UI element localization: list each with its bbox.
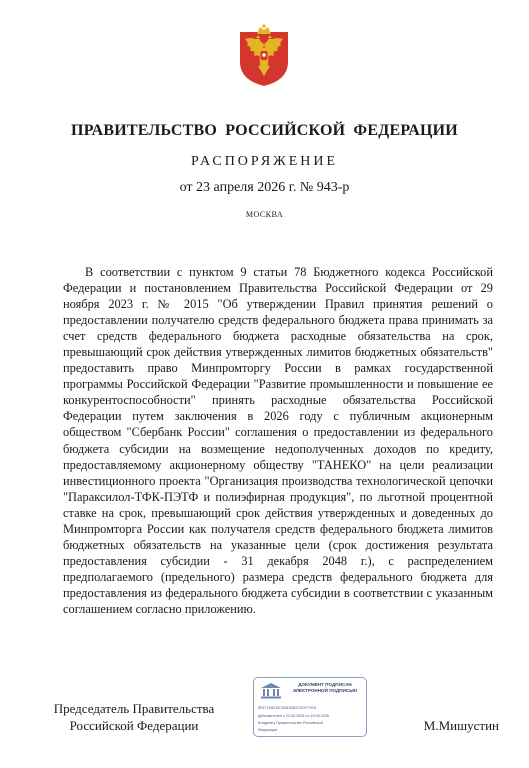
stamp-title bbox=[286, 682, 364, 694]
government-title: ПРАВИТЕЛЬСТВО РОССИЙСКОЙ ФЕДЕРАЦИИ bbox=[71, 122, 458, 139]
signer-name: М.Мишустин bbox=[423, 718, 499, 733]
stamp-validity: Действителен с 22.05.2025 по 15.08.2026 bbox=[258, 714, 329, 718]
signer-position-line1: Председатель Правительства bbox=[53, 701, 215, 716]
stamp-certificate: 5F67749D15C6081B8472D2F7915 bbox=[258, 706, 317, 710]
signer-position bbox=[44, 700, 224, 734]
document-type: РАСПОРЯЖЕНИЕ bbox=[190, 154, 339, 169]
stamp-title-line2: ЭЛЕКТРОННОЙ ПОДПИСЬЮ bbox=[292, 688, 358, 693]
document-date-number: от 23 апреля 2026 г. № 943-р bbox=[179, 180, 350, 195]
document-city: МОСКВА bbox=[245, 210, 284, 219]
order-text: В соответствии с пунктом 9 статьи 78 Бюджетного кодекса Российской Федерации и постановлением Правительства Российской Федерации от 29 ноября 2023 г. № 2015 "Об утверждении Правил принятия решений о предоставлении получателю средств федерального бюджета права принимать за счет средств федерального бюджета расходные обязательства на срок, превышающий срок действия утвержденных лимитов бюджетных обязательств" предоставить право Минпромторгу России в рамках государственной программы Российской Федерации "Развитие промышленности и повышение ее конкурентоспособности" принять расходные обязательства Российской Федерации путем заключения в 2026 году с публичным акционерным обществом "Сбербанк России" соглашения о предоставлении из федерального бюджета субсидии на возмещение недополученных доходов по кредиту, предоставляемому акционерному обществу "ТАНЕКО" на цели реализации инвестиционного проекта "Организация производства технологической цепочки "Параксилол-ТФК-ПЭТФ и полиэфирная продукция", по льготной процентной ставке на срок, превышающий срок действия утвержденных и доведенных до Минпромторга России как получателя средств федерального бюджета лимитов бюджетных обязательств на указанные цели (срок достижения результата предоставления субсидии - 31 декабря 2048 г.), с распределением предполагаемого (предельного) размера средств федерального бюджета для предоставления из федерального бюджета субсидии в соответствии с указанным соглашением согласно приложению. bbox=[63, 265, 493, 616]
stamp-title-line1: ДОКУМЕНТ ПОДПИСАН bbox=[298, 682, 352, 687]
stamp-owner-line2: Федерации bbox=[258, 728, 278, 732]
stamp-header bbox=[258, 681, 362, 699]
signer-position-line2: Российской Федерации bbox=[69, 718, 199, 733]
electronic-signature-stamp bbox=[253, 677, 367, 737]
coat-of-arms-icon bbox=[237, 22, 291, 88]
building-icon bbox=[260, 682, 282, 699]
stamp-owner-line1: Владелец Правительство Российской bbox=[258, 721, 323, 725]
